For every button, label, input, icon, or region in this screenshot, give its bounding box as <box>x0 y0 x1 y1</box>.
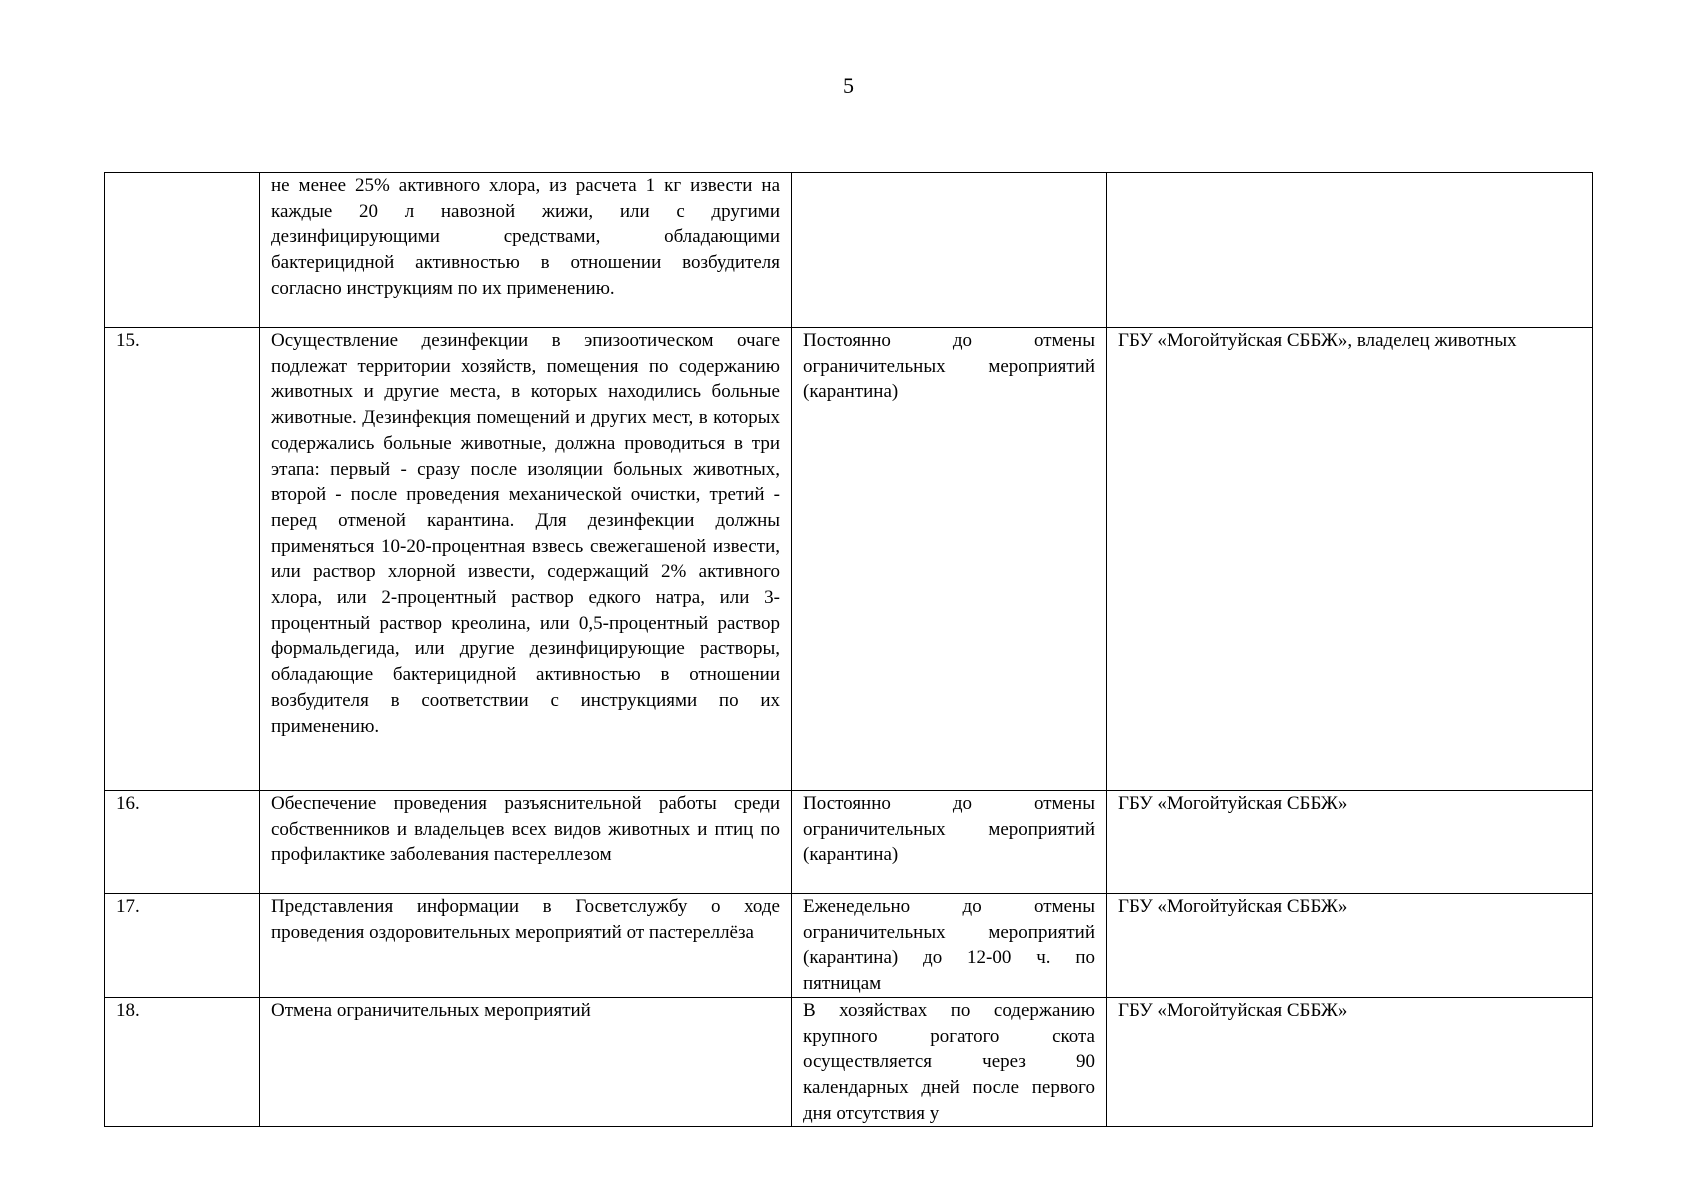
table-row <box>105 173 1593 328</box>
row-number-cell: 17. <box>105 894 260 998</box>
table-row <box>105 894 1593 998</box>
action-cell: Осуществление дезинфекции в эпизоотическом очаге подлежат территории хозяйств, помещения по содержанию животных и другие места, в которых находились больные животные. Дезинфекция помещений и других мест, в которых содержались больные животные, должна проводиться в три этапа: первый - сразу после изоляции больных животных, второй - после проведения механической очистки, третий - перед отменой карантина. Для дезинфекции должны применяться 10-20-процентная взвесь свежегашеной извести, или раствор хлорной извести, содержащий 2% активного хлора, или 2-процентный раствор едкого натра, или 3-процентный раствор креолина, или 0,5-процентный раствор формальдегида, или другие дезинфицирующие растворы, обладающие бактерицидной активностью в отношении возбудителя в соответствии с инструкциями по их применению. <box>260 328 792 791</box>
responsible-cell: ГБУ «Могойтуйская СББЖ» <box>1107 894 1593 998</box>
action-cell: Представления информации в Госветслужбу о ходе проведения оздоровительных мероприятий от пастереллёза <box>260 894 792 998</box>
action-cell: Обеспечение проведения разъяснительной работы среди собственников и владельцев всех видов животных и птиц по профилактике заболевания пастереллезом <box>260 791 792 894</box>
table-row <box>105 328 1593 791</box>
measures-table <box>104 172 1593 1127</box>
responsible-cell <box>1107 173 1593 328</box>
responsible-cell: ГБУ «Могойтуйская СББЖ», владелец животных <box>1107 328 1593 791</box>
term-cell: Постоянно до отмены ограничительных мероприятий (карантина) <box>792 328 1107 791</box>
row-number-cell: 15. <box>105 328 260 791</box>
term-cell: В хозяйствах по содержанию крупного рогатого скота осуществляется через 90 календарных дней после первого дня отсутствия у <box>792 997 1107 1127</box>
table-row <box>105 997 1593 1127</box>
term-cell: Постоянно до отмены ограничительных мероприятий (карантина) <box>792 791 1107 894</box>
row-number-cell <box>105 173 260 328</box>
row-number-cell: 16. <box>105 791 260 894</box>
responsible-cell: ГБУ «Могойтуйская СББЖ» <box>1107 791 1593 894</box>
row-number-cell: 18. <box>105 997 260 1127</box>
action-cell: не менее 25% активного хлора, из расчета 1 кг извести на каждые 20 л навозной жижи, или с другими дезинфицирующими средствами, обладающими бактерицидной активностью в отношении возбудителя согласно инструкциям по их применению. <box>260 173 792 328</box>
table-row <box>105 791 1593 894</box>
responsible-cell: ГБУ «Могойтуйская СББЖ» <box>1107 997 1593 1127</box>
page-number: 5 <box>843 73 854 98</box>
term-cell: Еженедельно до отмены ограничительных мероприятий (карантина) до 12-00 ч. по пятницам <box>792 894 1107 998</box>
action-cell: Отмена ограничительных мероприятий <box>260 997 792 1127</box>
term-cell <box>792 173 1107 328</box>
